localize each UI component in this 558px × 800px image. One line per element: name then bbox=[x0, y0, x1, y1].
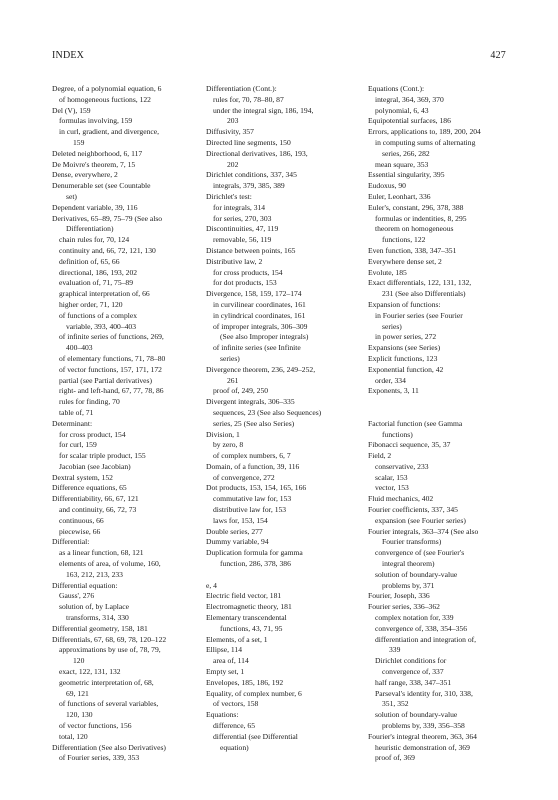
index-subentry: under the integral sign, 186, 194, bbox=[213, 105, 314, 115]
index-subentry: area of, 114 bbox=[213, 656, 249, 666]
index-subentry: formulas involving, 159 bbox=[59, 116, 133, 126]
index-entry: Envelopes, 185, 186, 192 bbox=[206, 677, 284, 687]
index-subentry: removable, 56, 119 bbox=[213, 235, 272, 245]
index-subentry: definition of, 65, 66 bbox=[59, 256, 120, 266]
index-entry: Differentiability, 66, 67, 121 bbox=[52, 494, 139, 504]
index-entry: Ellipse, 114 bbox=[206, 645, 242, 655]
index-subentry: problems by, 371 bbox=[382, 580, 435, 590]
index-subentry: of vector functions, 156 bbox=[59, 721, 132, 731]
index-subentry: for dot products, 153 bbox=[213, 278, 277, 288]
index-column-1 bbox=[52, 84, 202, 764]
index-subentry: directional, 186, 193, 202 bbox=[59, 267, 138, 277]
index-subentry: half range, 338, 347–351 bbox=[375, 677, 452, 687]
index-subentry: commutative law for, 153 bbox=[213, 494, 292, 504]
index-subentry: of functions of a complex bbox=[59, 310, 138, 320]
index-entry: Elements, of a set, 1 bbox=[206, 634, 268, 644]
index-entry: Dot products, 153, 154, 165, 166 bbox=[206, 483, 307, 493]
index-subentry: differential (see Differential bbox=[213, 731, 298, 741]
index-entry: Euler's, constant, 296, 378, 388 bbox=[368, 202, 464, 212]
index-entry: Denumerable set (see Countable bbox=[52, 181, 151, 191]
index-subentry: proof of, 249, 250 bbox=[213, 386, 269, 396]
running-head-title: INDEX bbox=[52, 50, 85, 61]
index-entry: Dependent variable, 39, 116 bbox=[52, 202, 138, 212]
index-subentry: theorem on homogeneous bbox=[375, 224, 454, 234]
index-subentry: in power series, 272 bbox=[375, 332, 437, 342]
index-entry: Divergence, 158, 159, 172–174 bbox=[206, 289, 302, 299]
index-subentry: 261 bbox=[227, 375, 239, 385]
index-subentry: Differentiation) bbox=[66, 224, 114, 234]
index-subentry: in computing sums of alternating bbox=[375, 137, 476, 147]
index-subentry: Jacobian (see Jacobian) bbox=[59, 461, 131, 471]
index-entry: e, 4 bbox=[206, 580, 217, 590]
index-entry: Fourier integrals, 363–374 (See also bbox=[368, 526, 479, 536]
index-entry: Divergent integrals, 306–335 bbox=[206, 397, 295, 407]
index-entry: Distance between points, 165 bbox=[206, 245, 296, 255]
index-subentry: of convergence, 272 bbox=[213, 472, 275, 482]
index-subentry: of Fourier series, 339, 353 bbox=[59, 753, 140, 763]
index-subentry: sequences, 23 (See also Sequences) bbox=[213, 407, 322, 417]
index-entry: Determinant: bbox=[52, 418, 93, 428]
index-entry: Duplication formula for gamma bbox=[206, 548, 303, 558]
index-subentry: series, 266, 282 bbox=[382, 148, 430, 158]
index-subentry: integral theorem) bbox=[382, 559, 435, 569]
index-subentry: higher order, 71, 120 bbox=[59, 299, 123, 309]
index-entry: Differential equation: bbox=[52, 580, 118, 590]
index-subentry: expansion (see Fourier series) bbox=[375, 515, 466, 525]
index-entry: Even function, 338, 347–351 bbox=[368, 245, 457, 255]
index-subentry: table of, 71 bbox=[59, 407, 94, 417]
index-subentry: of improper integrals, 306–309 bbox=[213, 321, 308, 331]
index-subentry: series) bbox=[220, 353, 240, 363]
index-subentry: solution of boundary-value bbox=[375, 569, 458, 579]
index-subentry: mean square, 353 bbox=[375, 159, 429, 169]
index-subentry: of infinite series of functions, 269, bbox=[59, 332, 164, 342]
index-subentry: of infinite series (see Infinite bbox=[213, 343, 301, 353]
index-entry: Factorial function (see Gamma bbox=[368, 418, 463, 428]
index-subentry: functions, 122 bbox=[382, 235, 426, 245]
index-subentry: in cylindrical coordinates, 161 bbox=[213, 310, 306, 320]
index-subentry: series) bbox=[382, 321, 402, 331]
index-subentry: 202 bbox=[227, 159, 239, 169]
index-subentry: formulas or indentities, 8, 295 bbox=[375, 213, 467, 223]
index-entry: Everywhere dense set, 2 bbox=[368, 256, 442, 266]
index-subentry: chain rules for, 70, 124 bbox=[59, 235, 130, 245]
index-subentry: and continuity, 66, 72, 73 bbox=[59, 505, 137, 515]
index-entry: Fourier series, 336–362 bbox=[368, 602, 440, 612]
index-entry: Differential: bbox=[52, 537, 90, 547]
page-number: 427 bbox=[490, 50, 506, 61]
index-entry: Directional derivatives, 186, 193, bbox=[206, 148, 308, 158]
index-entry: Differentials, 67, 68, 69, 78, 120–122 bbox=[52, 634, 167, 644]
index-entry: Electric field vector, 181 bbox=[206, 591, 282, 601]
index-subentry: Gauss', 276 bbox=[59, 591, 95, 601]
index-subentry: 69, 121 bbox=[66, 688, 89, 698]
index-entry: Elementary transcendental bbox=[206, 613, 287, 623]
index-entry: Dummy variable, 94 bbox=[206, 537, 269, 547]
index-subentry: Fourier transforms) bbox=[382, 537, 442, 547]
index-subentry: for curl, 159 bbox=[59, 440, 97, 450]
index-entry: Deleted neighborhood, 6, 117 bbox=[52, 148, 143, 158]
index-entry: Eudoxus, 90 bbox=[368, 181, 406, 191]
index-subentry: geometric interpretation of, 68, bbox=[59, 677, 154, 687]
index-entry: Empty set, 1 bbox=[206, 667, 245, 677]
index-subentry: for scalar triple product, 155 bbox=[59, 451, 146, 461]
index-subentry: 339 bbox=[389, 645, 401, 655]
index-entry: Equipotential surfaces, 186 bbox=[368, 116, 451, 126]
index-entry: Discontinuities, 47, 119 bbox=[206, 224, 279, 234]
index-entry: Expansion of functions: bbox=[368, 299, 441, 309]
index-subentry: 351, 352 bbox=[382, 699, 409, 709]
index-column-3 bbox=[368, 84, 518, 764]
index-subentry: by zero, 8 bbox=[213, 440, 244, 450]
index-entry: Divergence theorem, 236, 249–252, bbox=[206, 364, 316, 374]
index-subentry: total, 120 bbox=[59, 731, 88, 741]
index-subentry: continuity and, 66, 72, 121, 130 bbox=[59, 245, 156, 255]
index-subentry: approximations by use of, 78, 79, bbox=[59, 645, 161, 655]
index-subentry: right- and left-hand, 67, 77, 78, 86 bbox=[59, 386, 164, 396]
index-entry: Differentiation (Cont.): bbox=[206, 84, 277, 93]
index-entry: Derivatives, 65–89, 75–79 (See also bbox=[52, 213, 163, 223]
index-entry: Division, 1 bbox=[206, 429, 240, 439]
index-entry: Double series, 277 bbox=[206, 526, 263, 536]
index-subentry: (See also Improper integrals) bbox=[220, 332, 309, 342]
index-subentry: graphical interpretation of, 66 bbox=[59, 289, 150, 299]
index-subentry: function, 286, 378, 386 bbox=[220, 559, 291, 569]
index-subentry: as a linear function, 68, 121 bbox=[59, 548, 144, 558]
index-entry: Del (V), 159 bbox=[52, 105, 91, 115]
index-entry: Fourier coefficients, 337, 345 bbox=[368, 505, 458, 515]
index-subentry: 203 bbox=[227, 116, 239, 126]
index-entry: Euler, Leonhart, 336 bbox=[368, 191, 431, 201]
index-entry: Fibonacci sequence, 35, 37 bbox=[368, 440, 451, 450]
index-entry: Differential geometry, 158, 181 bbox=[52, 623, 148, 633]
index-entry: Difference equations, 65 bbox=[52, 483, 127, 493]
index-entry: Equality, of complex number, 6 bbox=[206, 688, 302, 698]
index-subentry: convergence of, 338, 354–356 bbox=[375, 623, 468, 633]
section-gap bbox=[368, 397, 518, 419]
index-subentry: scalar, 153 bbox=[375, 472, 408, 482]
index-entry: Dextral system, 152 bbox=[52, 472, 113, 482]
index-subentry: order, 334 bbox=[375, 375, 406, 385]
index-entry: De Moivre's theorem, 7, 15 bbox=[52, 159, 136, 169]
index-subentry: 163, 212, 213, 233 bbox=[66, 569, 123, 579]
index-entry: Dense, everywhere, 2 bbox=[52, 170, 118, 180]
index-subentry: of vectors, 158 bbox=[213, 699, 259, 709]
index-subentry: difference, 65 bbox=[213, 721, 256, 731]
index-entry: Field, 2 bbox=[368, 451, 392, 461]
index-subentry: of vector functions, 157, 171, 172 bbox=[59, 364, 162, 374]
index-entry: Errors, applications to, 189, 200, 204 bbox=[368, 127, 481, 137]
index-subentry: continuous, 66 bbox=[59, 515, 104, 525]
index-subentry: polynomial, 6, 43 bbox=[375, 105, 429, 115]
index-subentry: heuristic demonstration of, 369 bbox=[375, 742, 470, 752]
index-entry: Exponents, 3, 11 bbox=[368, 386, 419, 396]
index-entry: Explicit functions, 123 bbox=[368, 353, 438, 363]
index-subentry: for integrals, 314 bbox=[213, 202, 266, 212]
index-subentry: functions, 43, 71, 95 bbox=[220, 623, 283, 633]
index-entry: Differentiation (See also Derivatives) bbox=[52, 742, 166, 752]
index-subentry: distributive law for, 153 bbox=[213, 505, 287, 515]
index-subentry: conservative, 233 bbox=[375, 461, 429, 471]
index-entry: Fourier's integral theorem, 363, 364 bbox=[368, 731, 477, 741]
index-subentry: differentiation and integration of, bbox=[375, 634, 477, 644]
index-subentry: Dirichlet conditions for bbox=[375, 656, 447, 666]
index-subentry: laws for, 153, 154 bbox=[213, 515, 268, 525]
index-subentry: rules for finding, 70 bbox=[59, 397, 120, 407]
index-subentry: solution of boundary-value bbox=[375, 710, 458, 720]
index-entry: Equations (Cont.): bbox=[368, 84, 425, 93]
index-subentry: partial (see Partial derivatives) bbox=[59, 375, 152, 385]
index-subentry: rules for, 70, 78–80, 87 bbox=[213, 94, 284, 104]
index-entry: Dirichlet's test: bbox=[206, 191, 252, 201]
index-entry: Evolute, 185 bbox=[368, 267, 407, 277]
index-subentry: solution of, by Laplace bbox=[59, 602, 130, 612]
index-entry: Electromagnetic theory, 181 bbox=[206, 602, 292, 612]
index-subentry: integrals, 379, 385, 389 bbox=[213, 181, 285, 191]
section-gap bbox=[206, 570, 356, 581]
index-subentry: of elementary functions, 71, 78–80 bbox=[59, 353, 166, 363]
index-subentry: of functions of several variables, bbox=[59, 699, 159, 709]
index-subentry: transforms, 314, 330 bbox=[66, 613, 129, 623]
index-entry: Expansions (see Series) bbox=[368, 343, 441, 353]
index-entry: Fourier, Joseph, 336 bbox=[368, 591, 430, 601]
index-subentry: series, 25 (See also Series) bbox=[213, 418, 295, 428]
index-subentry: equation) bbox=[220, 742, 249, 752]
index-subentry: for series, 270, 303 bbox=[213, 213, 272, 223]
page-header bbox=[52, 50, 506, 64]
index-entry: Dirichlet conditions, 337, 345 bbox=[206, 170, 297, 180]
index-entry: Exponential function, 42 bbox=[368, 364, 444, 374]
index-column-2 bbox=[206, 84, 356, 753]
index-subentry: functions) bbox=[382, 429, 413, 439]
index-entry: Directed line segments, 150 bbox=[206, 137, 291, 147]
index-subentry: evaluation of, 71, 75–89 bbox=[59, 278, 134, 288]
index-subentry: convergence of (see Fourier's bbox=[375, 548, 465, 558]
index-subentry: in curl, gradient, and divergence, bbox=[59, 127, 160, 137]
index-entry: Essential singularity, 395 bbox=[368, 170, 445, 180]
index-subentry: in Fourier series (see Fourier bbox=[375, 310, 463, 320]
index-entry: Domain, of a function, 39, 116 bbox=[206, 461, 300, 471]
index-subentry: variable, 393, 400–403 bbox=[66, 321, 137, 331]
index-subentry: integral, 364, 369, 370 bbox=[375, 94, 444, 104]
index-entry: Exact differentials, 122, 131, 132, bbox=[368, 278, 472, 288]
index-subentry: problems by, 339, 356–358 bbox=[382, 721, 465, 731]
index-subentry: 120 bbox=[73, 656, 85, 666]
index-entry: Diffusivity, 357 bbox=[206, 127, 254, 137]
index-subentry: 400–403 bbox=[66, 343, 93, 353]
index-entry: Degree, of a polynomial equation, 6 bbox=[52, 84, 162, 93]
index-subentry: 159 bbox=[73, 137, 85, 147]
index-subentry: convergence of, 337 bbox=[382, 667, 444, 677]
index-entry: Fluid mechanics, 402 bbox=[368, 494, 434, 504]
index-subentry: piecewise, 66 bbox=[59, 526, 101, 536]
index-entry: Equations: bbox=[206, 710, 239, 720]
index-subentry: elements of area, of volume, 160, bbox=[59, 559, 161, 569]
index-subentry: Parseval's identity for, 310, 338, bbox=[375, 688, 473, 698]
index-subentry: vector, 153 bbox=[375, 483, 409, 493]
index-subentry: proof of, 369 bbox=[375, 753, 415, 763]
index-subentry: for cross product, 154 bbox=[59, 429, 126, 439]
index-subentry: of homogeneous fuctions, 122 bbox=[59, 94, 151, 104]
index-subentry: of complex numbers, 6, 7 bbox=[213, 451, 291, 461]
index-subentry: in curvilinear coordinates, 161 bbox=[213, 299, 306, 309]
index-subentry: exact, 122, 131, 132 bbox=[59, 667, 121, 677]
index-subentry: 231 (See also Differentials) bbox=[382, 289, 466, 299]
index-subentry: 120, 130 bbox=[66, 710, 93, 720]
index-entry: Distributive law, 2 bbox=[206, 256, 263, 266]
index-subentry: for cross products, 154 bbox=[213, 267, 283, 277]
index-subentry: set) bbox=[66, 191, 77, 201]
index-subentry: complex notation for, 339 bbox=[375, 613, 454, 623]
